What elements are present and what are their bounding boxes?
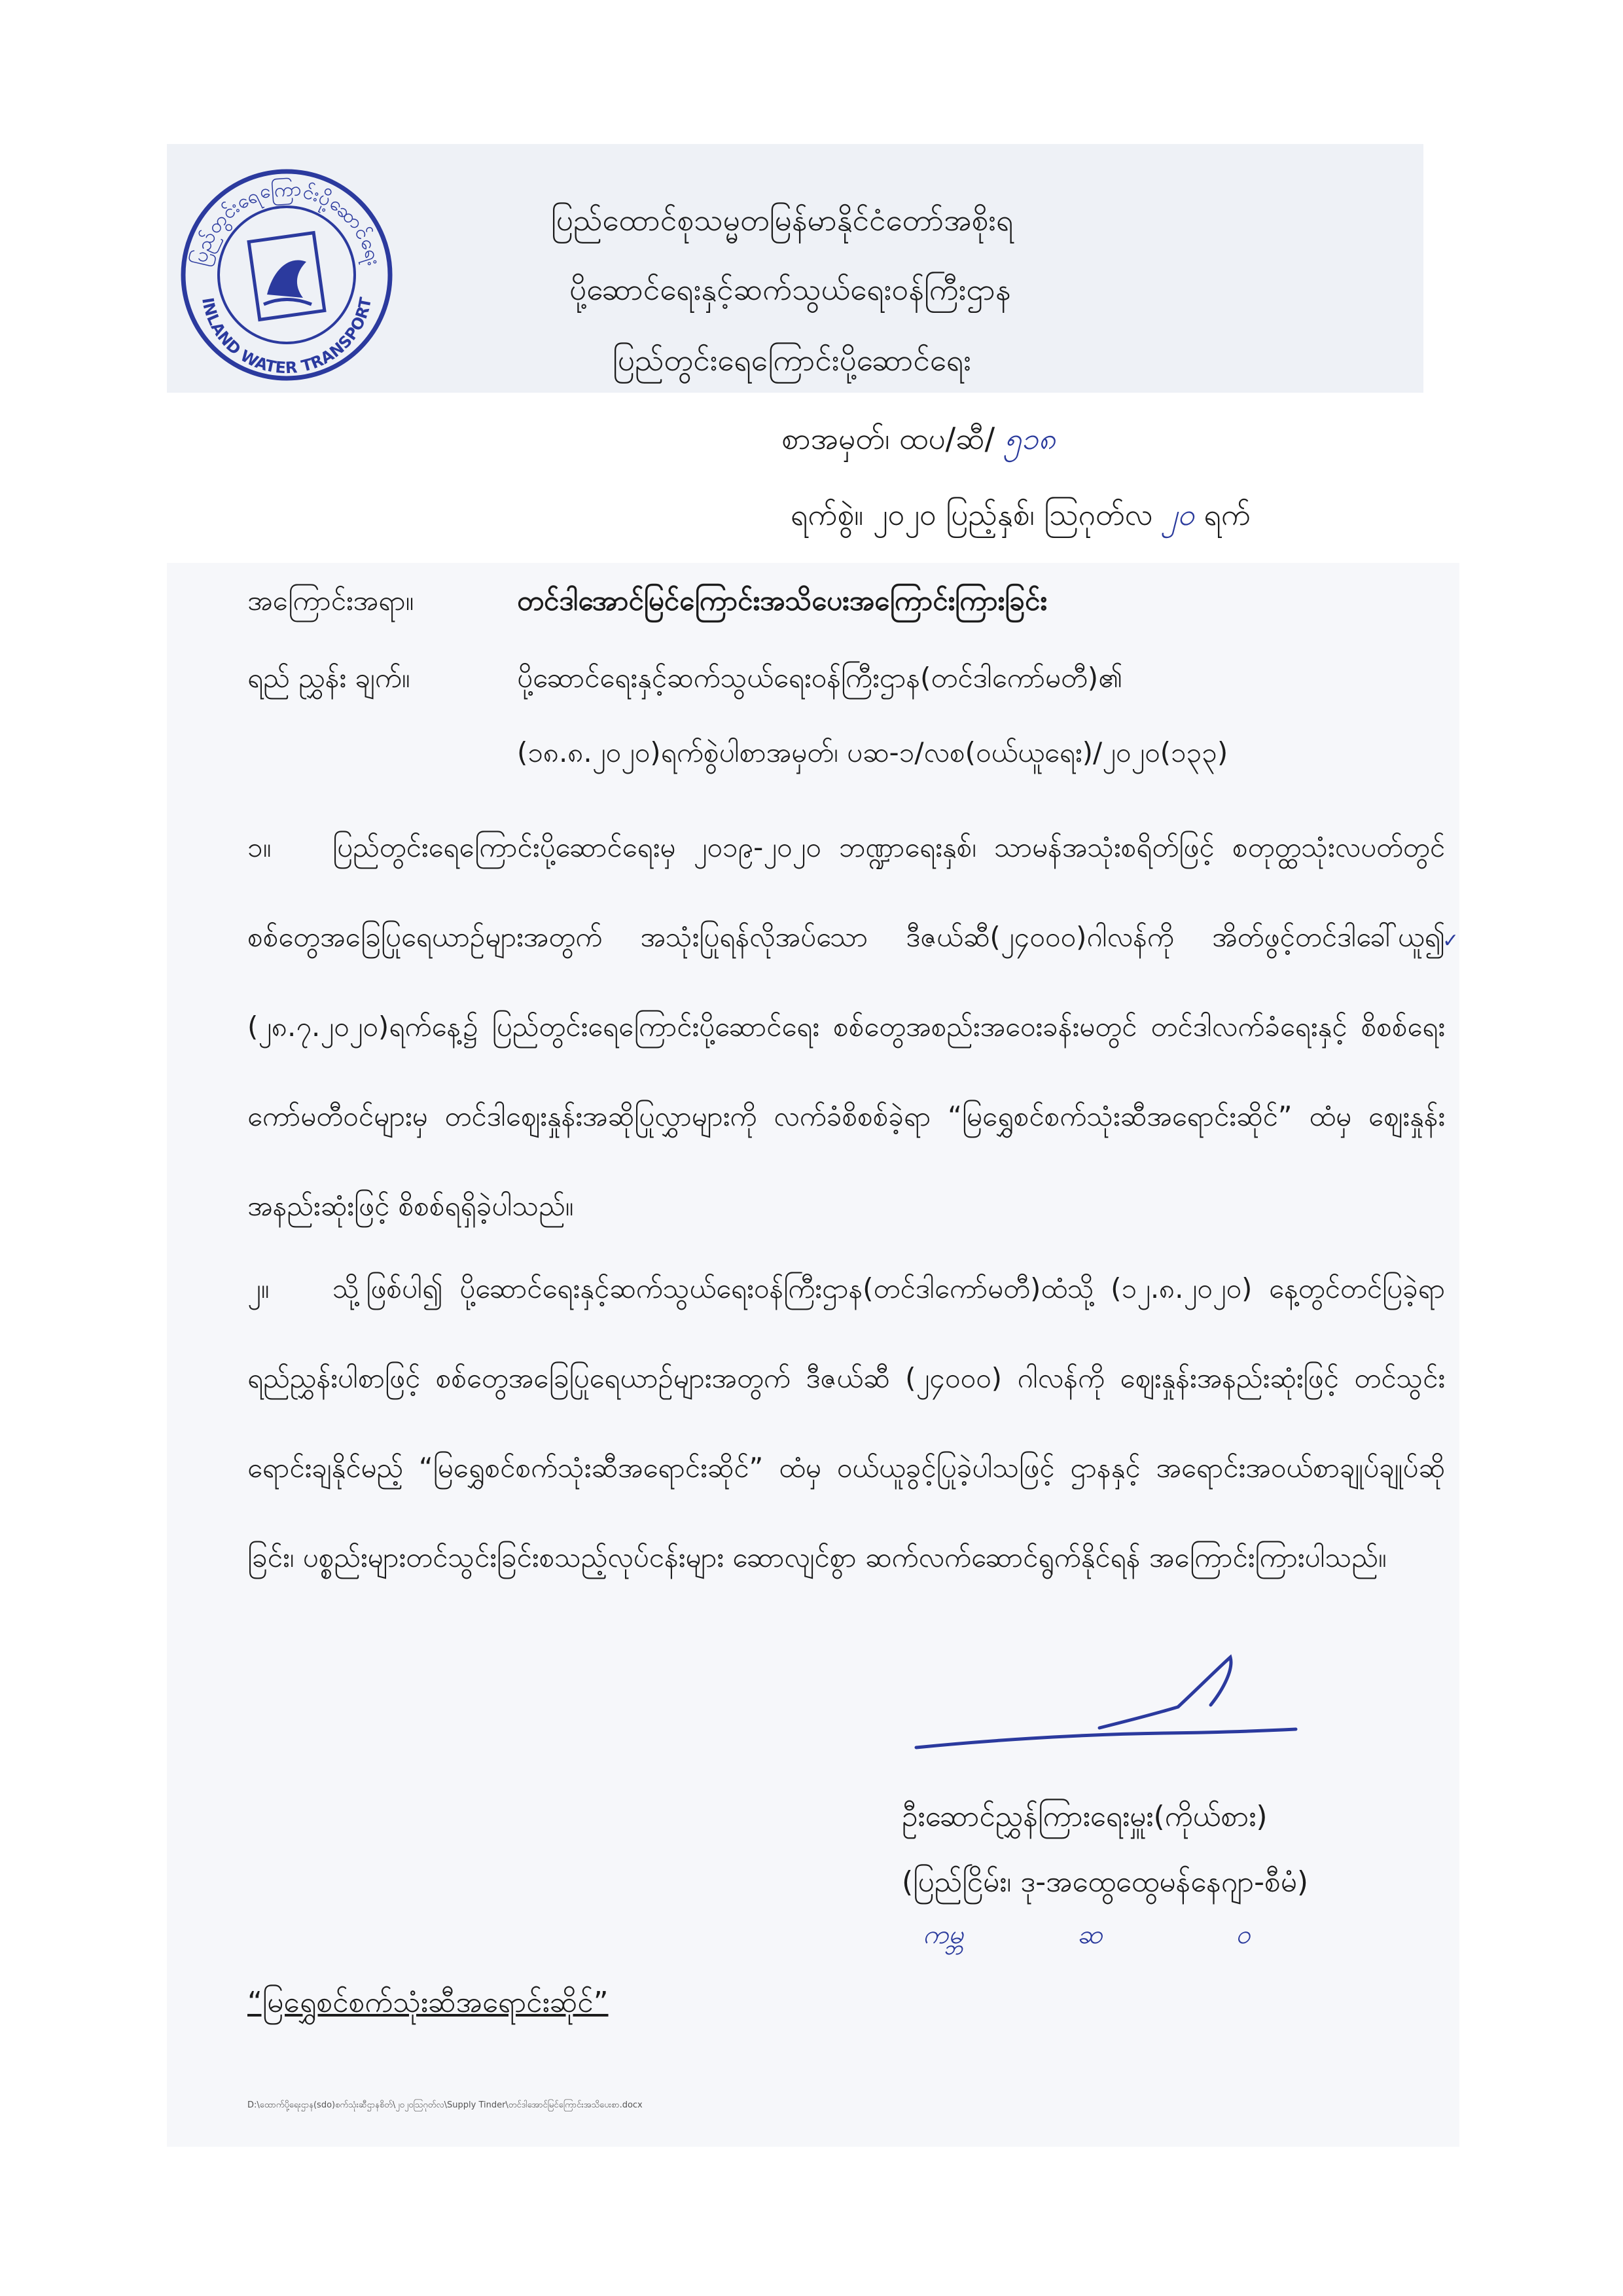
paragraph-2 bbox=[247, 1244, 1445, 1602]
official-stamp bbox=[175, 164, 398, 386]
signatory-detail: (ပြည်ငြိမ်း၊ ဒု-အထွေထွေမန်နေဂျာ-စီမံ) bbox=[902, 1865, 1309, 1899]
reference-label: ရည် ညွှန်း ချက်။ bbox=[247, 662, 410, 694]
subject-label: အကြောင်းအရာ။ bbox=[247, 584, 414, 617]
stamp-ring-text-top: ပြည်တွင်းရေကြောင်းပို့ဆောင်ရေး bbox=[188, 177, 386, 268]
paragraph-2-number: ၂။ bbox=[247, 1272, 270, 1304]
reference-number-label: စာအမှတ်၊ ထပ/ဆီ/ bbox=[781, 421, 995, 456]
reference-line-1: ပို့ဆောင်ရေးနှင့်ဆက်သွယ်ရေးဝန်ကြီးဌာန(တင်ဒါကော်မတီ)၏ bbox=[517, 662, 1123, 694]
subject-text: တင်ဒါအောင်မြင်ကြောင်းအသိပေးအကြောင်းကြားခြင်း bbox=[517, 584, 1047, 617]
stamp-emblem-icon bbox=[249, 233, 325, 320]
reference-number-handwritten: ၅၁၈ bbox=[1004, 421, 1056, 456]
paragraph-1-text: ပြည်တွင်းရေကြောင်းပို့ဆောင်ရေးမှ ၂၀၁၉-၂၀၂၀ ဘဏ္ဍာရေးနှစ်၊ သာမန်အသုံးစရိတ်ဖြင့် စတုတ္ထသုံးလပတ်တွင် စစ်တွေအခြေပြုရေယာဉ်များအတွက် အသုံးပြုရန်လိုအပ်သော ဒီဇယ်ဆီ(၂၄၀၀၀)ဂါလန်ကို အိတ်ဖွင့်တင်ဒါခေါ်ယူ၍ (၂၈.၇.၂၀၂၀)ရက်နေ့၌ ပြည်တွင်းရေကြောင်းပို့ဆောင်ရေး စစ်တွေအစည်းအဝေးခန်းမတွင် တင်ဒါလက်ခံရေးနှင့် စိစစ်ရေးကော်မတီဝင်များမှ တင်ဒါဈေးနှုန်းအဆိုပြုလွှာများကို လက်ခံစိစစ်ခဲ့ရာ “မြရွှေစင်စက်သုံးဆီအရောင်းဆိုင်” ထံမှ ဈေးနှုန်းအနည်းဆုံးဖြင့် စိစစ်ရရှိခဲ့ပါသည်။ bbox=[247, 831, 1445, 1222]
header-department: ပြည်တွင်းရေကြောင်းပို့ဆောင်ရေး bbox=[613, 342, 971, 378]
header-ministry: ပို့ဆောင်ရေးနှင့်ဆက်သွယ်ရေးဝန်ကြီးဌာန bbox=[569, 272, 1011, 307]
check-mark-icon: ✓ bbox=[1442, 929, 1459, 952]
initial-1: ကမ္ဘ bbox=[923, 1920, 963, 1950]
paragraph-1 bbox=[247, 802, 1445, 1251]
recipient: “မြရွှေစင်စက်သုံးဆီအရောင်းဆိုင်” bbox=[247, 1986, 609, 2019]
paragraph-1-number: ၁။ bbox=[247, 831, 272, 863]
reference-line-2: (၁၈.၈.၂၀၂၀)ရက်စွဲပါစာအမှတ်၊ ပဆ-၁/လစ(ဝယ်ယူရေး)/၂၀၂၀(၁၃၃) bbox=[517, 736, 1228, 768]
paragraph-2-text: သို့ဖြစ်ပါ၍ ပို့ဆောင်ရေးနှင့်ဆက်သွယ်ရေးဝန်ကြီးဌာန(တင်ဒါကော်မတီ)ထံသို့ (၁၂.၈.၂၀၂၀) နေ့တွင်တင်ပြခဲ့ရာ ရည်ညွှန်းပါစာဖြင့် စစ်တွေအခြေပြုရေယာဉ်များအတွက် ဒီဇယ်ဆီ (၂၄၀၀၀) ဂါလန်ကို ဈေးနှုန်းအနည်းဆုံးဖြင့် တင်သွင်းရောင်းချနိုင်မည့် “မြရွှေစင်စက်သုံးဆီအရောင်းဆိုင်” ထံမှ ဝယ်ယူခွင့်ပြုခဲ့ပါသဖြင့် ဌာနနှင့် အရောင်းအဝယ်စာချုပ်ချုပ်ဆိုခြင်း၊ ပစ္စည်းများတင်သွင်းခြင်းစသည့်လုပ်ငန်းများ ဆောလျင်စွာ ဆက်လက်ဆောင်ရွက်နိုင်ရန် အကြောင်းကြားပါသည်။ bbox=[247, 1272, 1445, 1573]
footer-file-path: D:\ထောက်ပို့ရေးဌာန(sdo)စက်သုံးဆီဌာနစိတ်\၂၀၂၀ဩဂုတ်လ\Supply Tinder\တင်ဒါအောင်မြင်ကြောင်းအသိပေးစာ.docx bbox=[247, 2100, 643, 2110]
handwritten-signature bbox=[903, 1649, 1309, 1780]
date-suffix: ရက် bbox=[1204, 497, 1251, 532]
header-government: ပြည်ထောင်စုသမ္မတမြန်မာနိုင်ငံတော်အစိုးရ bbox=[551, 202, 1014, 238]
date-prefix: ရက်စွဲ။ ၂၀၂၀ ပြည့်နှစ်၊ ဩဂုတ်လ bbox=[791, 497, 1153, 532]
reference-number bbox=[781, 419, 1056, 458]
letter-date bbox=[791, 495, 1251, 534]
date-handwritten-day: ၂၀ bbox=[1162, 497, 1194, 532]
stamp-ring-text-bottom: INLAND WATER TRANSPORT bbox=[198, 296, 376, 378]
initial-2: ဆ bbox=[1077, 1920, 1103, 1950]
signatory-name: ဦးဆောင်ညွှန်ကြားရေးမှူး(ကိုယ်စား) bbox=[902, 1800, 1268, 1833]
initial-3: ဝ bbox=[1236, 1920, 1251, 1950]
